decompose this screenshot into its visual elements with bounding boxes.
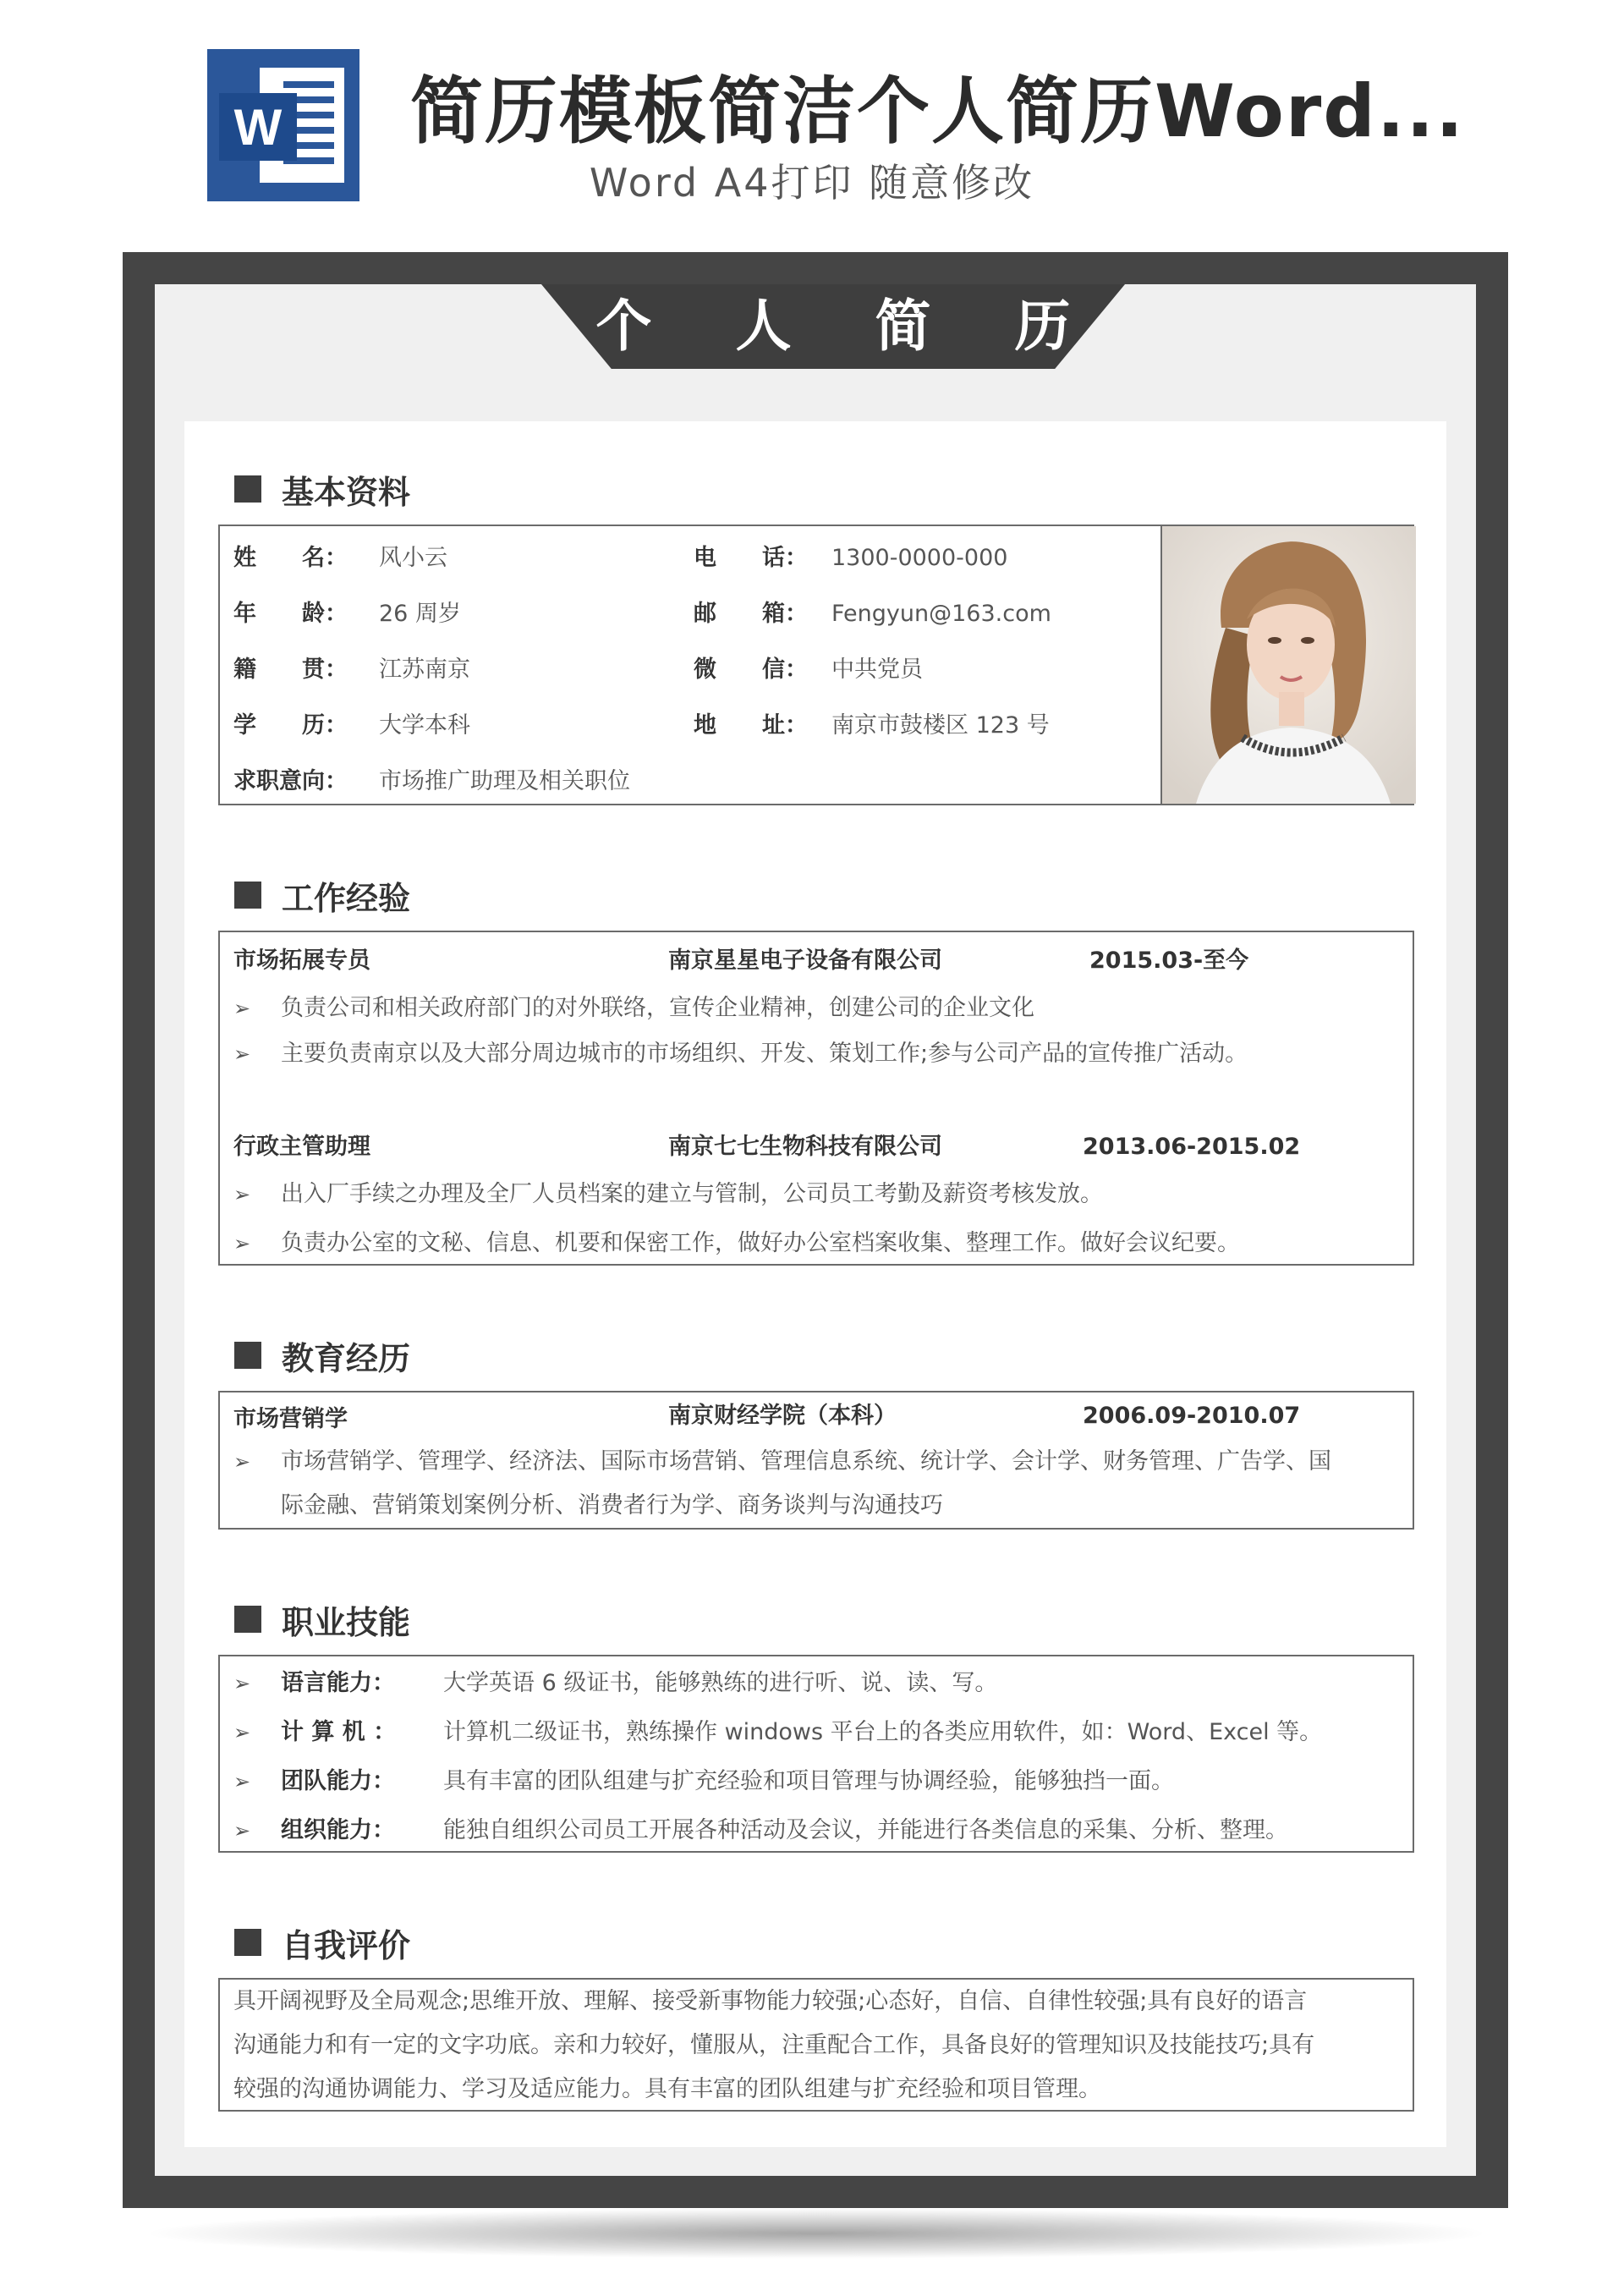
section-title: 工作经验 <box>282 879 411 917</box>
job-company: 南京七七生物科技有限公司 <box>668 1134 942 1160</box>
education-courses: 市场营销学、管理学、经济法、国际市场营销、管理信息系统、统计学、会计学、财务管理、广告学、国 <box>281 1448 1331 1475</box>
section-marker-icon <box>234 882 261 909</box>
bullet-arrow-icon: ➢ <box>233 1232 251 1255</box>
resume-title: 个 人 简 历 <box>595 294 1103 359</box>
section-work-heading <box>234 870 410 920</box>
job-bullet: 负责公司和相关政府部门的对外联络，宣传企业精神，创建公司的企业文化 <box>281 995 1034 1021</box>
education-school: 南京财经学院（本科） <box>668 1403 897 1429</box>
job-title: 市场拓展专员 <box>233 948 370 974</box>
name-value: 风小云 <box>379 545 447 571</box>
age-value: 26 周岁 <box>379 601 461 627</box>
wechat-label: 微 信： <box>694 656 808 683</box>
svg-text:W: W <box>233 99 283 156</box>
skill-text: 大学英语 6 级证书，能够熟练的进行听、说、读、写。 <box>443 1670 998 1696</box>
skill-label: 语言能力： <box>281 1670 395 1696</box>
education-major: 市场营销学 <box>233 1406 348 1432</box>
bullet-arrow-icon: ➢ <box>233 1450 251 1474</box>
profile-photo <box>1160 526 1416 804</box>
wechat-value: 中共党员 <box>831 656 923 683</box>
skill-label: 计 算 机 ： <box>281 1719 397 1745</box>
bullet-arrow-icon: ➢ <box>233 1819 251 1843</box>
education-period: 2006.09-2010.07 <box>1083 1403 1301 1429</box>
bullet-arrow-icon: ➢ <box>233 1183 251 1206</box>
email-label: 邮 箱： <box>694 601 808 627</box>
document-title: 简历模板简洁个人简历Word... <box>410 69 1465 154</box>
job-company: 南京星星电子设备有限公司 <box>668 948 942 974</box>
skill-text: 计算机二级证书，熟练操作 windows 平台上的各类应用软件，如：Word、Excel 等。 <box>443 1719 1323 1745</box>
bullet-arrow-icon: ➢ <box>233 1721 251 1744</box>
email-value: Fengyun@163.com <box>831 601 1051 627</box>
bullet-arrow-icon: ➢ <box>233 1770 251 1793</box>
phone-value: 1300-0000-000 <box>831 545 1008 571</box>
address-value: 南京市鼓楼区 123 号 <box>831 712 1050 739</box>
education-courses-cont: 际金融、营销策划案例分析、消费者行为学、商务谈判与沟通技巧 <box>281 1492 943 1519</box>
job-bullet: 出入厂手续之办理及全厂人员档案的建立与管制，公司员工考勤及薪资考核发放。 <box>281 1181 1103 1207</box>
section-basic-heading <box>234 464 410 514</box>
section-education-heading <box>234 1330 410 1381</box>
hometown-value: 江苏南京 <box>379 656 470 683</box>
section-marker-icon <box>234 1606 261 1633</box>
skill-label: 组织能力： <box>281 1817 395 1843</box>
name-label: 姓 名： <box>233 545 348 571</box>
hometown-label: 籍 贯： <box>233 656 348 683</box>
self-eval-line: 沟通能力和有一定的文字功底。亲和力较好，懂服从，注重配合工作，具备良好的管理知识及技能技巧;具有 <box>233 2032 1315 2058</box>
bullet-arrow-icon: ➢ <box>233 997 251 1020</box>
intent-value: 市场推广助理及相关职位 <box>379 768 630 794</box>
section-title: 教育经历 <box>282 1339 411 1377</box>
section-marker-icon <box>234 1342 261 1369</box>
self-eval-line: 具开阔视野及全局观念;思维开放、理解、接受新事物能力较强;心态好，自信、自律性较强;具有良好的语言 <box>233 1988 1308 2014</box>
section-self-heading <box>234 1917 410 1968</box>
section-title: 基本资料 <box>282 473 411 511</box>
skill-text: 能独自组织公司员工开展各种活动及会议，并能进行各类信息的采集、分析、整理。 <box>443 1817 1288 1843</box>
work-box <box>218 931 1414 1266</box>
degree-value: 大学本科 <box>379 712 470 739</box>
section-title: 职业技能 <box>282 1603 411 1641</box>
job-bullet: 负责办公室的文秘、信息、机要和保密工作，做好办公室档案收集、整理工作。做好会议纪要。 <box>281 1230 1240 1256</box>
job-bullet: 主要负责南京以及大部分周边城市的市场组织、开发、策划工作;参与公司产品的宣传推广活动。 <box>281 1041 1248 1067</box>
bullet-arrow-icon: ➢ <box>233 1042 251 1066</box>
page-shadow <box>140 2208 1493 2259</box>
section-marker-icon <box>234 475 261 503</box>
address-label: 地 址： <box>694 712 808 739</box>
bullet-arrow-icon: ➢ <box>233 1672 251 1695</box>
section-title: 自我评价 <box>282 1926 411 1964</box>
job-period: 2013.06-2015.02 <box>1083 1134 1301 1160</box>
skill-text: 具有丰富的团队组建与扩充经验和项目管理与协调经验，能够独挡一面。 <box>443 1768 1174 1794</box>
document-subtitle: Word A4打印 随意修改 <box>589 160 1035 206</box>
age-label: 年 龄： <box>233 601 348 627</box>
job-title: 行政主管助理 <box>233 1134 370 1160</box>
job-period: 2015.03-至今 <box>1089 948 1249 974</box>
self-eval-line: 较强的沟通协调能力、学习及适应能力。具有丰富的团队组建与扩充经验和项目管理。 <box>233 2076 1101 2102</box>
degree-label: 学 历： <box>233 712 348 739</box>
section-marker-icon <box>234 1929 261 1956</box>
skill-label: 团队能力： <box>281 1768 395 1794</box>
phone-label: 电 话： <box>694 545 808 571</box>
section-skills-heading <box>234 1594 410 1645</box>
intent-label: 求职意向： <box>233 768 348 794</box>
